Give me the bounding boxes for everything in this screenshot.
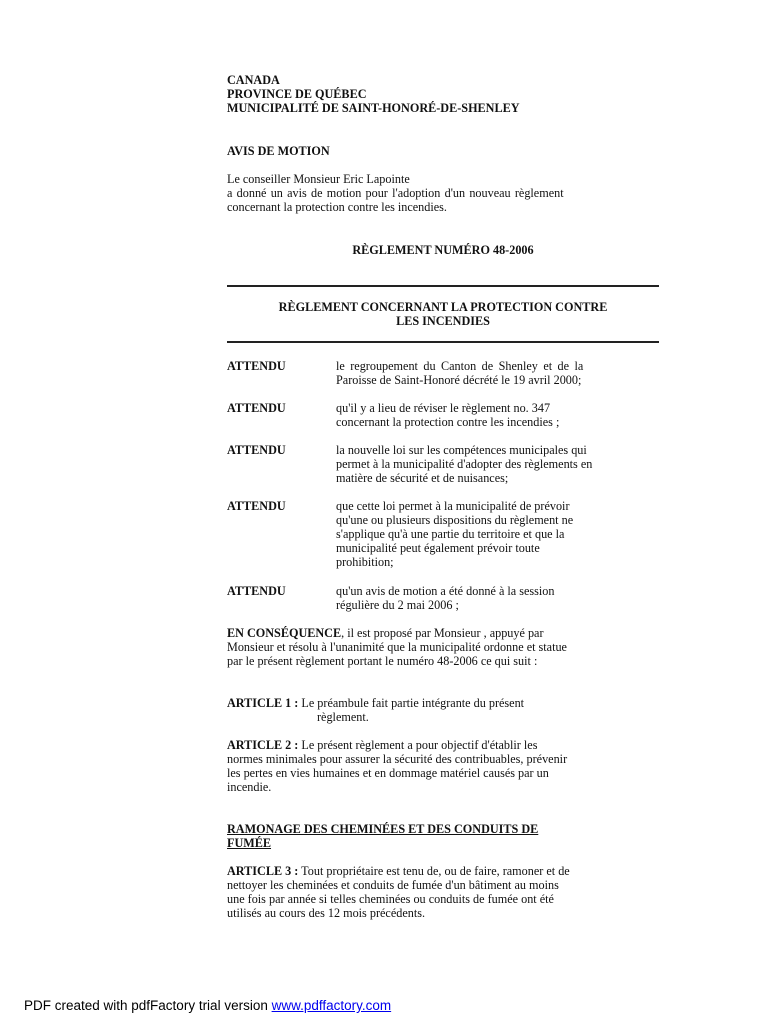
- header-province: PROVINCE DE QUÉBEC: [227, 87, 367, 101]
- article-2-line-1: [227, 738, 537, 752]
- avis-line-3: concernant la protection contre les incendies.: [227, 200, 447, 214]
- attendu-3-line-2: permet à la municipalité d'adopter des règlements en: [336, 457, 593, 471]
- reglement-title-line-2: LES INCENDIES: [396, 314, 490, 328]
- consequence-lead: EN CONSÉQUENCE: [227, 626, 342, 640]
- attendu-1-line-1: le regroupement du Canton de Shenley et de la: [336, 359, 584, 373]
- consequence-line-3: par le présent règlement portant le numéro 48-2006 ce qui suit :: [227, 654, 538, 668]
- article-3-line-1: [227, 864, 570, 878]
- article-2-text: Le présent règlement a pour objectif d'établir les: [298, 738, 538, 752]
- consequence-line-2: Monsieur et résolu à l'unanimité que la municipalité ordonne et statue: [227, 640, 567, 654]
- article-3-label: ARTICLE 3 :: [227, 864, 299, 878]
- attendu-label-4: ATTENDU: [227, 499, 286, 513]
- article-3-line-3: une fois par année si telles cheminées ou conduits de fumée ont été: [227, 892, 554, 906]
- attendu-4-line-2: qu'une ou plusieurs dispositions du règlement ne: [336, 513, 574, 527]
- attendu-label-3: ATTENDU: [227, 443, 286, 457]
- section-heading-line-2: FUMÉE: [227, 836, 272, 850]
- article-1-line-2: règlement.: [317, 710, 369, 724]
- reglement-title-line-1: RÈGLEMENT CONCERNANT LA PROTECTION CONTRE: [278, 300, 608, 314]
- article-2-line-2: normes minimales pour assurer la sécurité des contribuables, prévenir: [227, 752, 568, 766]
- attendu-3-line-3: matière de sécurité et de nuisances;: [336, 471, 509, 485]
- article-1-label: ARTICLE 1 :: [227, 696, 299, 710]
- attendu-4-line-5: prohibition;: [336, 555, 394, 569]
- article-3-line-2: nettoyer les cheminées et conduits de fumée d'un bâtiment au moins: [227, 878, 559, 892]
- avis-title: AVIS DE MOTION: [227, 144, 330, 158]
- article-3-text: Tout propriétaire est tenu de, ou de faire, ramoner et de: [298, 864, 570, 878]
- attendu-4-line-1: que cette loi permet à la municipalité de prévoir: [336, 499, 570, 513]
- attendu-5-line-2: régulière du 2 mai 2006 ;: [336, 598, 459, 612]
- attendu-2-line-2: concernant la protection contre les incendies ;: [336, 415, 560, 429]
- article-2-line-4: incendie.: [227, 780, 272, 794]
- reglement-number: RÈGLEMENT NUMÉRO 48-2006: [352, 243, 534, 257]
- top-rule: [227, 285, 659, 287]
- footer-text: PDF created with pdfFactory trial version: [24, 998, 272, 1013]
- article-3-line-4: utilisés au cours des 12 mois précédents.: [227, 906, 426, 920]
- consequence-line-1-rest: , il est proposé par Monsieur , appuyé par: [341, 626, 544, 640]
- attendu-3-line-1: la nouvelle loi sur les compétences municipales qui: [336, 443, 587, 457]
- attendu-label-5: ATTENDU: [227, 584, 286, 598]
- bottom-rule: [227, 341, 659, 343]
- article-1-line-1: [227, 696, 524, 710]
- avis-line-2: a donné un avis de motion pour l'adoption d'un nouveau règlement: [227, 186, 564, 200]
- attendu-label-1: ATTENDU: [227, 359, 286, 373]
- attendu-4-line-3: s'applique qu'à une partie du territoire et que la: [336, 527, 565, 541]
- attendu-label-2: ATTENDU: [227, 401, 286, 415]
- section-heading-line-1: RAMONAGE DES CHEMINÉES ET DES CONDUITS DE: [227, 822, 539, 836]
- consequence-line-1: [227, 626, 544, 640]
- article-1-text: Le préambule fait partie intégrante du présent: [298, 696, 525, 710]
- attendu-2-line-1: qu'il y a lieu de réviser le règlement no. 347: [336, 401, 551, 415]
- attendu-5-line-1: qu'un avis de motion a été donné à la session: [336, 584, 555, 598]
- attendu-4-line-4: municipalité peut également prévoir toute: [336, 541, 540, 555]
- footer-link[interactable]: www.pdffactory.com: [271, 998, 392, 1013]
- avis-line-1: Le conseiller Monsieur Eric Lapointe: [227, 172, 410, 186]
- header-municipality: MUNICIPALITÉ DE SAINT-HONORÉ-DE-SHENLEY: [227, 101, 520, 115]
- article-2-label: ARTICLE 2 :: [227, 738, 299, 752]
- pdf-footer: [24, 998, 391, 1013]
- article-2-line-3: les pertes en vies humaines et en dommage matériel causés par un: [227, 766, 549, 780]
- header-country: CANADA: [227, 73, 280, 87]
- attendu-1-line-2: Paroisse de Saint-Honoré décrété le 19 avril 2000;: [336, 373, 582, 387]
